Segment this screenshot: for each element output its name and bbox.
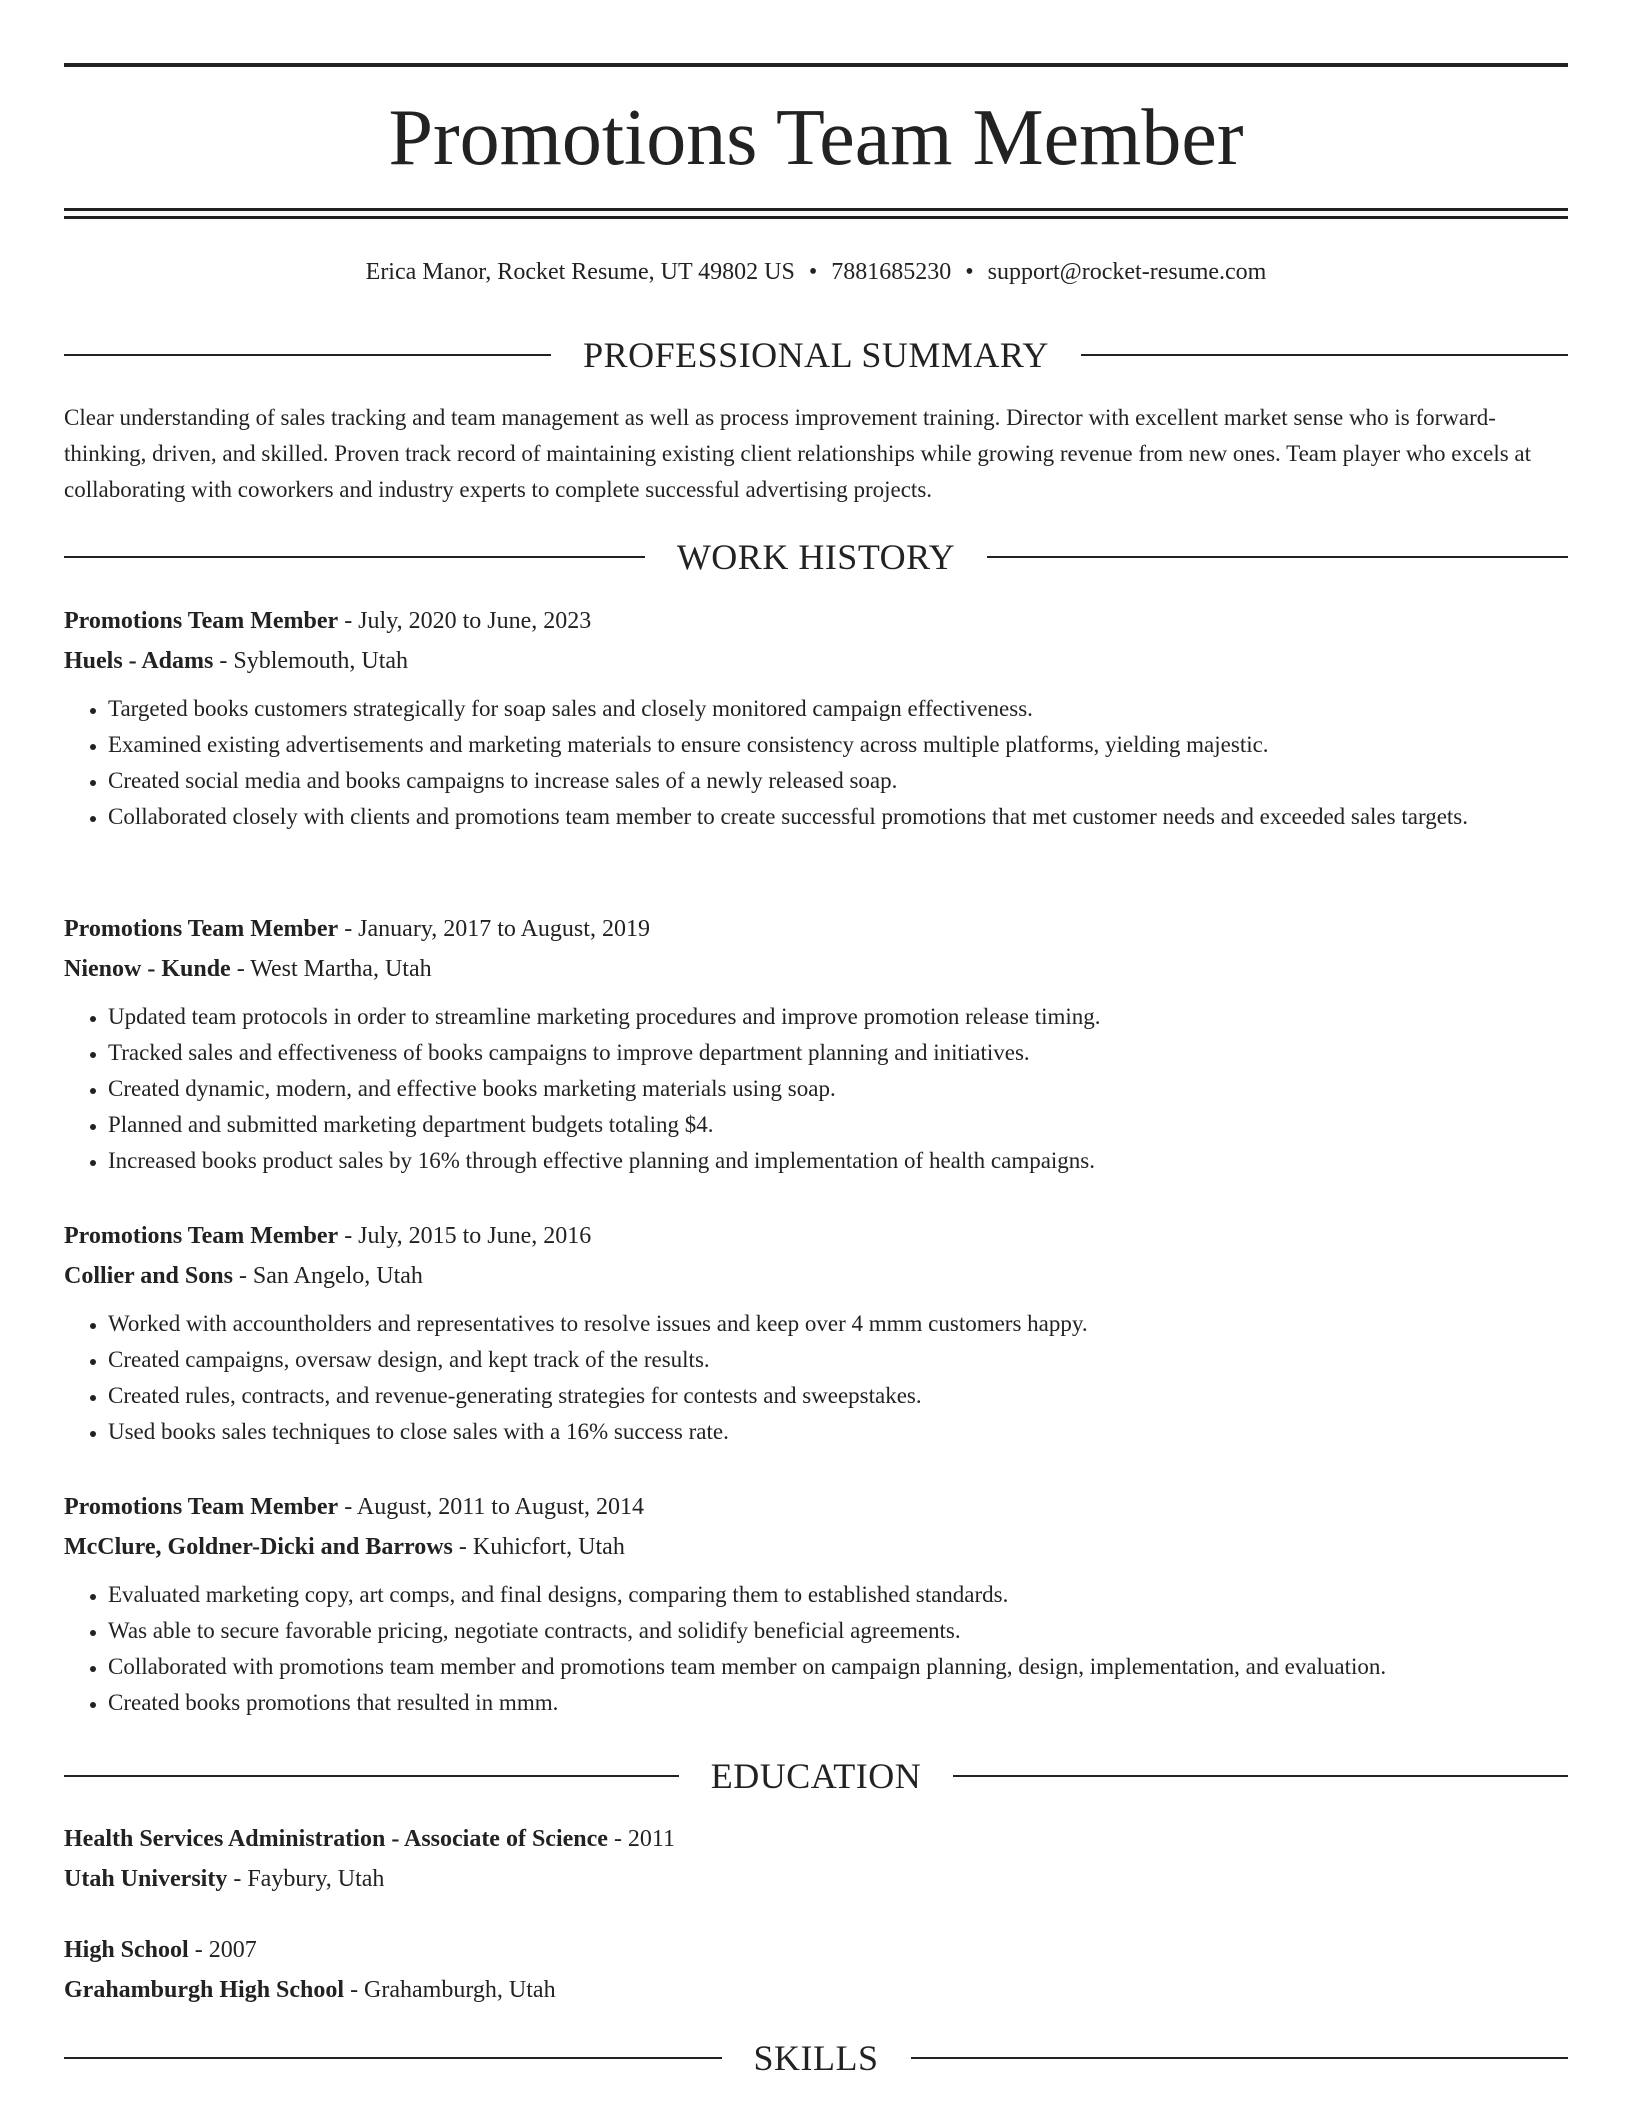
job-company: Huels - Adams: [64, 648, 214, 674]
job-company-line: [64, 641, 1568, 681]
section-header-summary: [64, 333, 1568, 377]
job-dates: - January, 2017 to August, 2019: [338, 916, 650, 942]
contact-email: support@rocket-resume.com: [987, 259, 1267, 285]
education-degree-line: [64, 1930, 1568, 1970]
section-rule-left: [64, 354, 551, 356]
section-header-work: [64, 535, 1568, 579]
job-company: Nienow - Kunde: [64, 956, 231, 982]
section-title-summary: PROFESSIONAL SUMMARY: [583, 335, 1049, 375]
job-location: - Syblemouth, Utah: [213, 648, 409, 674]
job-bullet: • Created dynamic, modern, and effective books marketing materials using soap.: [108, 1071, 1568, 1107]
job-bullet: • Collaborated closely with clients and promotions team member to create successful promotions that met customer needs and exceeded sales targets.: [108, 799, 1568, 835]
job-bullet: • Examined existing advertisements and marketing materials to ensure consistency across multiple platforms, yielding majestic.: [108, 727, 1568, 763]
education-entry: [64, 1819, 1568, 1899]
section-header-skills: [64, 2036, 1568, 2080]
education-entry: [64, 1930, 1568, 2010]
job-bullet: • Created social media and books campaigns to increase sales of a newly released soap.: [108, 763, 1568, 799]
title-underline-rule-2: [64, 216, 1568, 219]
section-title-skills: SKILLS: [753, 2038, 879, 2078]
job-bullets: [64, 999, 1568, 1179]
education-year: - 2011: [607, 1826, 676, 1852]
job-bullet: • Tracked sales and effectiveness of books campaigns to improve department planning and initiatives.: [108, 1035, 1568, 1071]
job-bullets: [64, 1577, 1568, 1721]
job-entry: [64, 601, 1568, 835]
section-rule-right: [953, 1775, 1568, 1777]
resume-title: Promotions Team Member: [388, 94, 1244, 182]
job-entry: [64, 1216, 1568, 1450]
job-dates: - July, 2015 to June, 2016: [338, 1223, 592, 1249]
education-degree-line: [64, 1819, 1568, 1859]
job-title: Promotions Team Member: [64, 916, 339, 942]
education-year: - 2007: [188, 1937, 257, 1963]
education-school: Utah University: [64, 1866, 228, 1892]
section-rule-left: [64, 556, 645, 558]
job-company-line: [64, 949, 1568, 989]
job-title-line: [64, 601, 1568, 641]
title-underline-rule-1: [64, 208, 1568, 211]
job-bullet: • Used books sales techniques to close sales with a 16% success rate.: [108, 1414, 1568, 1450]
job-bullets: [64, 1306, 1568, 1450]
contact-address: Erica Manor, Rocket Resume, UT 49802 US: [365, 259, 795, 285]
job-title-line: [64, 1216, 1568, 1256]
education-school-line: [64, 1970, 1568, 2010]
education-degree: Health Services Administration - Associate of Science: [64, 1826, 608, 1852]
section-header-education: [64, 1754, 1568, 1798]
job-location: - Kuhicfort, Utah: [452, 1534, 625, 1560]
section-rule-right: [987, 556, 1568, 558]
job-bullet: • Evaluated marketing copy, art comps, and final designs, comparing them to established standards.: [108, 1577, 1568, 1613]
job-bullet: • Created books promotions that resulted in mmm.: [108, 1685, 1568, 1721]
job-title: Promotions Team Member: [64, 608, 339, 634]
contact-phone: 7881685230: [831, 259, 952, 285]
job-title: Promotions Team Member: [64, 1223, 339, 1249]
job-bullet: • Created campaigns, oversaw design, and kept track of the results.: [108, 1342, 1568, 1378]
job-company-line: [64, 1256, 1568, 1296]
education-school: Grahamburgh High School: [64, 1977, 345, 2003]
top-rule: [64, 63, 1568, 67]
section-rule-right: [1081, 354, 1568, 356]
job-bullets: [64, 691, 1568, 835]
section-rule-right: [911, 2057, 1569, 2059]
contact-separator: •: [808, 259, 818, 285]
job-bullet: • Targeted books customers strategically for soap sales and closely monitored campaign effectiveness.: [108, 691, 1568, 727]
job-entry: [64, 909, 1568, 1179]
job-location: - West Martha, Utah: [230, 956, 432, 982]
section-title-education: EDUCATION: [710, 1756, 922, 1796]
education-location: - Faybury, Utah: [227, 1866, 385, 1892]
job-bullet: • Worked with accountholders and representatives to resolve issues and keep over 4 mmm customers happy.: [108, 1306, 1568, 1342]
section-rule-left: [64, 2057, 722, 2059]
section-title-work: WORK HISTORY: [676, 537, 956, 577]
contact-separator: •: [965, 259, 974, 285]
professional-summary: Clear understanding of sales tracking and team management as well as process improvement training. Director with excellent market sense who is forward-thinking, driven, and skilled. Proven track record of maintaining existing client relationships while growing revenue from new ones. Team player who excels at collaborating with coworkers and industry experts to complete successful advertising projects.: [64, 405, 1532, 502]
job-dates: - July, 2020 to June, 2023: [338, 608, 592, 634]
contact-line: [64, 252, 1568, 292]
job-company: McClure, Goldner-Dicki and Barrows: [64, 1534, 453, 1560]
job-company: Collier and Sons: [64, 1263, 233, 1289]
education-school-line: [64, 1859, 1568, 1899]
job-bullet: • Updated team protocols in order to streamline marketing procedures and improve promotion release timing.: [108, 999, 1568, 1035]
job-bullet: • Was able to secure favorable pricing, negotiate contracts, and solidify beneficial agreements.: [108, 1613, 1568, 1649]
education-location: - Grahamburgh, Utah: [344, 1977, 556, 2003]
section-rule-left: [64, 1775, 679, 1777]
job-bullet: • Created rules, contracts, and revenue-generating strategies for contests and sweepstakes.: [108, 1378, 1568, 1414]
job-dates: - August, 2011 to August, 2014: [338, 1494, 644, 1520]
job-bullet: • Planned and submitted marketing department budgets totaling $4.: [108, 1107, 1568, 1143]
job-bullet: • Increased books product sales by 16% through effective planning and implementation of health campaigns.: [108, 1143, 1568, 1179]
job-title-line: [64, 1487, 1568, 1527]
job-company-line: [64, 1527, 1568, 1567]
job-bullet: • Collaborated with promotions team member and promotions team member on campaign planning, design, implementation, and evaluation.: [108, 1649, 1568, 1685]
job-entry: [64, 1487, 1568, 1721]
job-title: Promotions Team Member: [64, 1494, 339, 1520]
job-title-line: [64, 909, 1568, 949]
education-degree: High School: [64, 1937, 189, 1963]
job-location: - San Angelo, Utah: [232, 1263, 423, 1289]
